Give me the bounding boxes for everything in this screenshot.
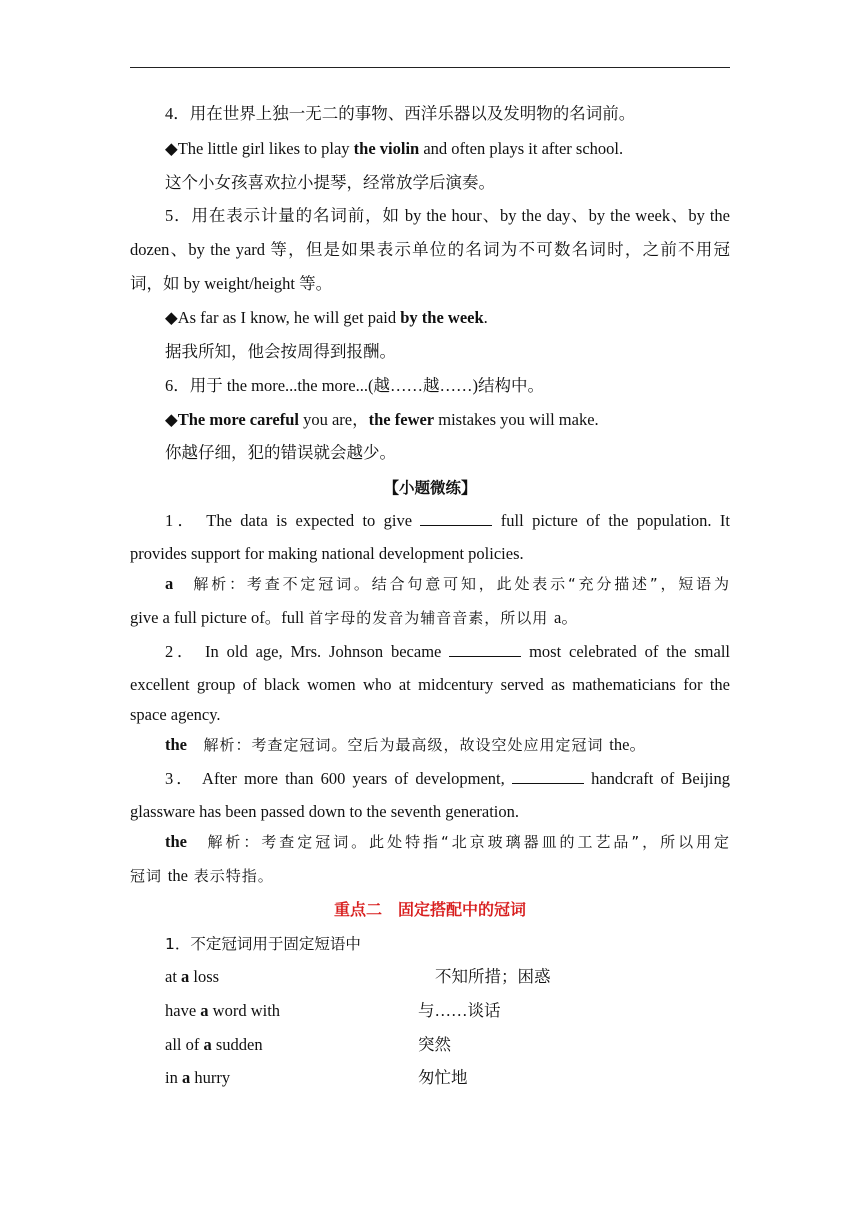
answer-2: the 解析：考查定冠词。空后为最高级，故设空处应用定冠词 the。: [165, 735, 646, 754]
answer-blank: [512, 769, 584, 784]
rule-4-translation: 这个小女孩喜欢拉小提琴，经常放学后演奏。: [165, 173, 495, 192]
answer-3-line2: 冠词 the 表示特指。: [130, 866, 274, 885]
answer-3-line1: the 解析：考查定冠词。此处特指“北京玻璃器皿的工艺品”，所以用定: [165, 832, 731, 851]
rule-6-example: ◆The more careful you are，the fewer mistakes you will make.: [165, 410, 599, 429]
answer-1-line1: a 解析：考查不定冠词。结合句意可知，此处表示“充分描述”，短语为: [165, 574, 731, 593]
rule-4-title: 4．用在世界上独一无二的事物、西洋乐器以及发明物的名词前。: [165, 104, 636, 123]
phrase-row: in a hurry: [165, 1068, 231, 1087]
phrase-row: all of a sudden: [165, 1035, 263, 1054]
rule-6-title: 6．用于 the more...the more...(越……越……)结构中。: [165, 376, 544, 395]
section-2-heading: 重点二 固定搭配中的冠词: [333, 900, 526, 919]
rule-5-translation: 据我所知，他会按周得到报酬。: [165, 342, 396, 361]
question-2-line1: 2． In old age, Mrs. Johnson became most celebrated of the small: [165, 642, 731, 661]
phrase-meaning: 突然: [418, 1035, 451, 1054]
answer-blank: [449, 642, 521, 657]
question-1-line2: provides support for making national development policies.: [130, 544, 524, 563]
practice-heading: 【小题微练】: [383, 479, 477, 497]
rule-4-example: ◆The little girl likes to play the violin and often plays it after school.: [165, 139, 624, 158]
answer-1-line2: give a full picture of。full 首字母的发音为辅音音素，所以用 a。: [130, 608, 578, 627]
subsection-1-heading: 1．不定冠词用于固定短语中: [165, 935, 361, 953]
phrase-meaning: 匆忙地: [418, 1068, 468, 1087]
phrase-meaning: 不知所措；困惑: [435, 967, 551, 986]
question-2-line2: excellent group of black women who at midcentury served as mathematicians for the: [130, 675, 730, 694]
rule-5-line2: dozen、by the yard 等，但是如果表示单位的名词为不可数名词时，之前不用冠: [130, 240, 730, 259]
question-1-line1: 1． The data is expected to give full picture of the population. It: [165, 511, 730, 530]
rule-5-example: ◆As far as I know, he will get paid by the week.: [165, 308, 488, 327]
phrase-row: have a word with: [165, 1001, 281, 1020]
rule-6-translation: 你越仔细，犯的错误就会越少。: [165, 443, 396, 462]
rule-5-line3: 词，如 by weight/height 等。: [130, 274, 333, 293]
phrase-row: at a loss: [165, 967, 220, 986]
question-3-line2: glassware has been passed down to the seventh generation.: [130, 802, 520, 821]
question-2-line3: space agency.: [130, 705, 221, 724]
phrase-meaning: 与……谈话: [418, 1001, 501, 1020]
answer-blank: [420, 511, 492, 526]
rule-5-line1: 5．用在表示计量的名词前，如 by the hour、by the day、by the week、by the: [165, 206, 730, 225]
question-3-line1: 3． After more than 600 years of development, handcraft of Beijing: [165, 769, 731, 788]
header-rule: [130, 67, 730, 68]
